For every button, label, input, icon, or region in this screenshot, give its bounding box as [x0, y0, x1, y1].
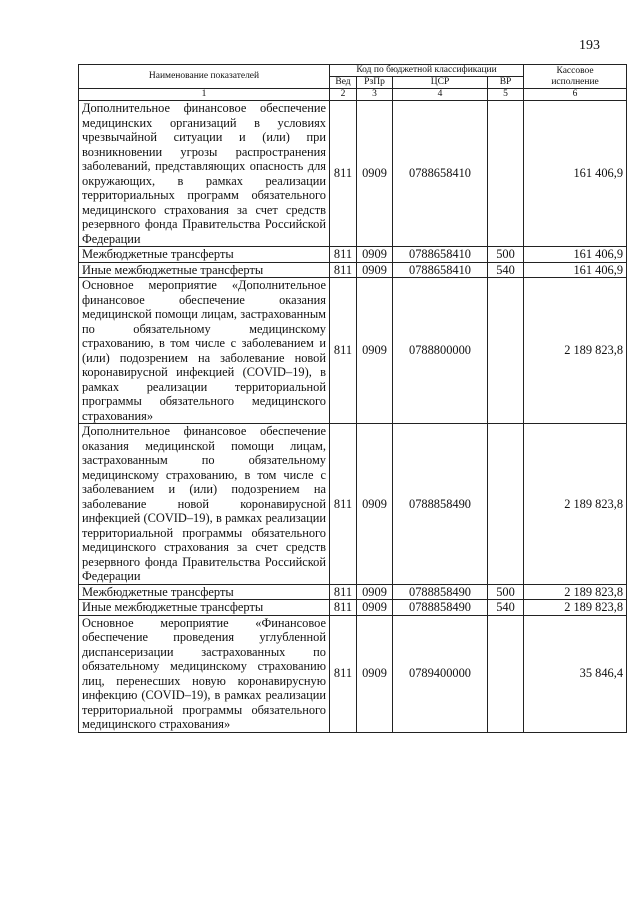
table-row: [79, 615, 627, 732]
table-row: [79, 424, 627, 585]
header-code-group: Код по бюджетной классификации: [330, 65, 524, 77]
header-ved: Вед: [330, 77, 357, 89]
table-body: [79, 101, 627, 733]
row-vr: [488, 278, 524, 424]
header-amount-line2: исполнение: [551, 76, 599, 87]
row-amount: 161 406,9: [524, 101, 627, 247]
row-rzpr: 0909: [357, 247, 393, 263]
header-vr: ВР: [488, 77, 524, 89]
table-row: [79, 278, 627, 424]
row-vr: [488, 424, 524, 585]
row-ved: 811: [330, 424, 357, 585]
row-vr: 540: [488, 262, 524, 278]
row-csr: 0788658410: [393, 101, 488, 247]
row-rzpr: 0909: [357, 262, 393, 278]
table-row: [79, 101, 627, 247]
header-csr: ЦСР: [393, 77, 488, 89]
header-amount: [524, 65, 627, 89]
page-number: 193: [579, 38, 600, 53]
header-num-4: 4: [393, 89, 488, 101]
header-name: Наименование показателей: [79, 65, 330, 89]
row-amount: 161 406,9: [524, 262, 627, 278]
row-ved: 811: [330, 615, 357, 732]
row-vr: [488, 101, 524, 247]
budget-table: [78, 64, 627, 733]
row-ved: 811: [330, 262, 357, 278]
row-ved: 811: [330, 278, 357, 424]
row-amount: 35 846,4: [524, 615, 627, 732]
table-row: [79, 584, 627, 600]
row-ved: 811: [330, 101, 357, 247]
row-csr: 0788858490: [393, 584, 488, 600]
row-csr: 0789400000: [393, 615, 488, 732]
row-name: Основное мероприятие «Финансовое обеспечение проведения углубленной диспансеризации застрахованных по обязательному медицинскому страхованию лиц, перенесших новую коронавирусную инфекцию (COVID–19), в рамках реализации территориальной программы обязательного медицинского страхования»: [79, 615, 330, 732]
row-csr: 0788800000: [393, 278, 488, 424]
row-amount: 2 189 823,8: [524, 600, 627, 616]
row-amount: 161 406,9: [524, 247, 627, 263]
header-num-3: 3: [357, 89, 393, 101]
row-ved: 811: [330, 600, 357, 616]
row-rzpr: 0909: [357, 615, 393, 732]
row-csr: 0788658410: [393, 262, 488, 278]
row-amount: 2 189 823,8: [524, 278, 627, 424]
row-name: Иные межбюджетные трансферты: [79, 600, 330, 616]
row-name: Межбюджетные трансферты: [79, 247, 330, 263]
row-csr: 0788858490: [393, 424, 488, 585]
row-vr: 500: [488, 584, 524, 600]
table-header: [79, 65, 627, 101]
header-num-2: 2: [330, 89, 357, 101]
row-name: Межбюджетные трансферты: [79, 584, 330, 600]
row-vr: 500: [488, 247, 524, 263]
table-row: [79, 600, 627, 616]
row-amount: 2 189 823,8: [524, 584, 627, 600]
row-vr: [488, 615, 524, 732]
row-rzpr: 0909: [357, 600, 393, 616]
table-row: [79, 247, 627, 263]
row-csr: 0788858490: [393, 600, 488, 616]
row-name: Иные межбюджетные трансферты: [79, 262, 330, 278]
row-rzpr: 0909: [357, 278, 393, 424]
row-name: Дополнительное финансовое обеспечение медицинских организаций в условиях чрезвычайной ситуации и (или) при возникновении угрозы распространения заболеваний, представляющих опасность для окружающих, в рамках реализации территориальных программ обязательного медицинского страхования за счет средств резервного фонда Правительства Российской Федерации: [79, 101, 330, 247]
row-amount: 2 189 823,8: [524, 424, 627, 585]
row-csr: 0788658410: [393, 247, 488, 263]
header-rzpr: РзПр: [357, 77, 393, 89]
row-name: Основное мероприятие «Дополнительное финансовое обеспечение оказания медицинской помощи лицам, застрахованным по обязательному медицинскому страхованию, в том числе с заболеванием и (или) подозрением на заболевание новой коронавирусной инфекцией (COVID–19), в рамках реализации территориальной программы обязательного медицинского страхования»: [79, 278, 330, 424]
row-rzpr: 0909: [357, 424, 393, 585]
header-num-5: 5: [488, 89, 524, 101]
row-rzpr: 0909: [357, 584, 393, 600]
header-num-6: 6: [524, 89, 627, 101]
header-amount-line1: Кассовое: [556, 65, 594, 76]
header-num-1: 1: [79, 89, 330, 101]
row-rzpr: 0909: [357, 101, 393, 247]
row-vr: 540: [488, 600, 524, 616]
table-row: [79, 262, 627, 278]
row-name: Дополнительное финансовое обеспечение оказания медицинской помощи лицам, застрахованным по обязательному медицинскому страхованию, в том числе с заболеванием и (или) подозрением на заболевание новой коронавирусной инфекцией (COVID–19), в рамках реализации территориальной программы обязательного медицинского страхования за счет средств резервного фонда Правительства Российской Федерации: [79, 424, 330, 585]
row-ved: 811: [330, 247, 357, 263]
row-ved: 811: [330, 584, 357, 600]
